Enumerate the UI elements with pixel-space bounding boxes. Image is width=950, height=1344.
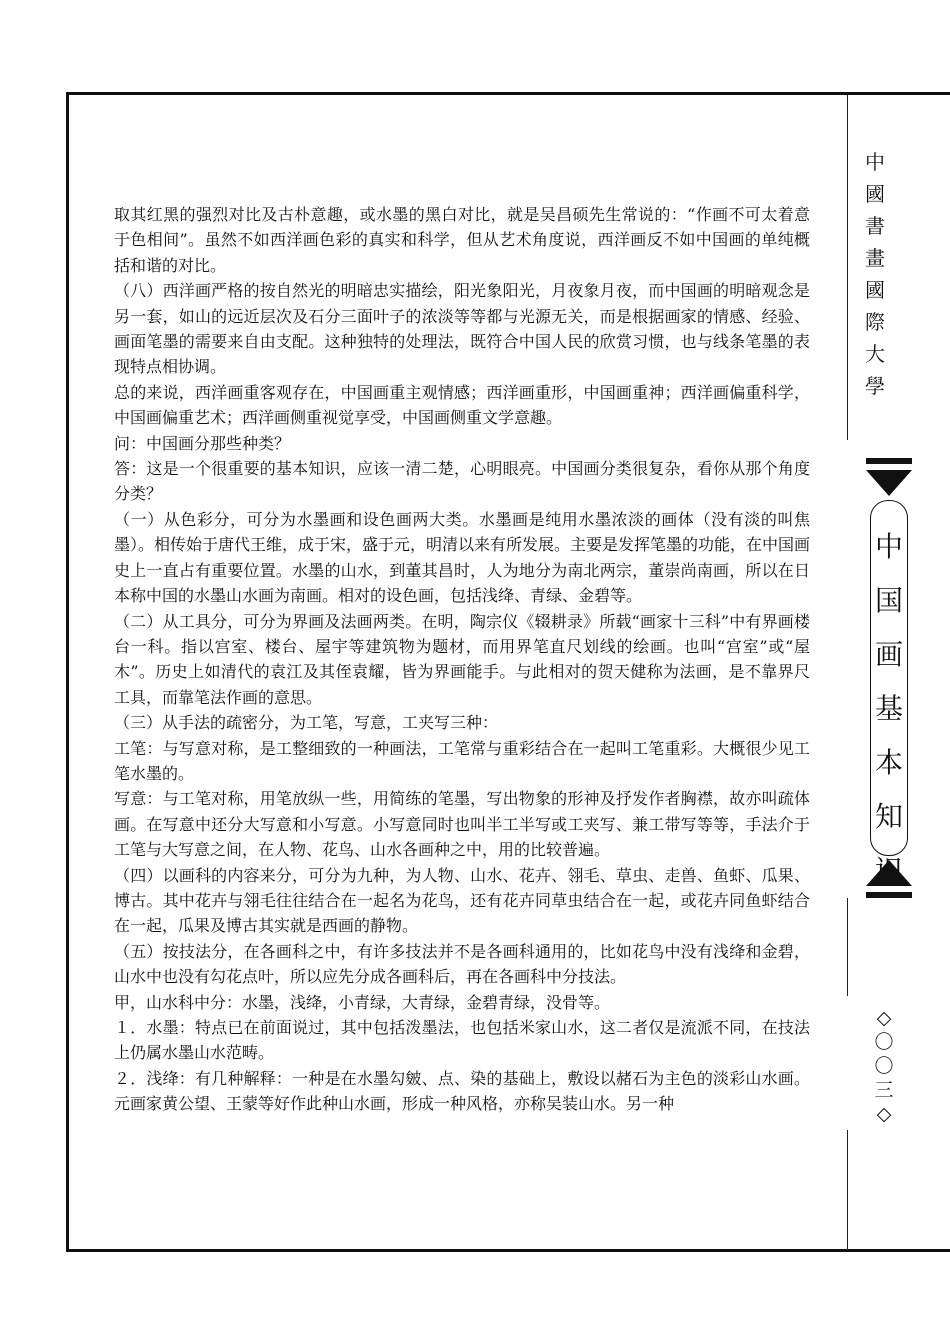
margin-rule: [847, 1130, 848, 1250]
margin-rule: [847, 898, 848, 996]
section-title-tab: [866, 458, 912, 898]
page-frame-top: [66, 92, 950, 95]
paragraph: （八）西洋画严格的按自然光的明暗忠实描绘，阳光象阳光，月夜象月夜，而中国画的明暗观念是另一套，如山的远近层次及石分三面叶子的浓淡等等都与光源无关，而是根据画家的情感、经验、画面笔墨的需要来自由支配。这种独特的处理法，既符合中国人民的欣赏习惯，也与线条笔墨的表现特点相协调。: [114, 281, 810, 377]
tab-bar-bottom: [866, 892, 912, 898]
university-name: 中 國 書 畫 國 際 大 學: [865, 150, 885, 398]
paragraph: 取其红黑的强烈对比及古朴意趣，或水墨的黑白对比，就是吴昌硕先生常说的：“作画不可太着意于色相间”。虽然不如西洋画色彩的真实和科学，但从艺术角度说，西洋画反不如中国画的单纯概括和谐的对比。: [114, 205, 810, 275]
paragraph: 总的来说，西洋画重客观存在，中国画重主观情感；西洋画重形，中国画重神；西洋画偏重科学，中国画偏重艺术；西洋画侧重视觉享受，中国画侧重文学意趣。: [114, 382, 810, 428]
section-title: 中 国 画 基 本 知 识: [874, 530, 903, 887]
tab-wedge-top: [866, 470, 912, 496]
paragraph: 答：这是一个很重要的基本知识，应该一清二楚，心明眼亮。中国画分类很复杂，看你从那个角度分类？: [114, 459, 810, 504]
paragraph: 工笔：与写意对称，是工整细致的一种画法，工笔常与重彩结合在一起叫工笔重彩。大概很少见工笔水墨的。: [114, 738, 810, 783]
margin-rule: [847, 95, 848, 440]
paragraph: 写意：与工笔对称，用笔放纵一些，用简练的笔墨，写出物象的形神及抒发作者胸襟，故亦叫疏体画。在写意中还分大写意和小写意。小写意同时也叫半工半写或工夹写、兼工带写等等，手法介于工笔与大写意之间，在人物、花鸟、山水各画种之中，用的比较普遍。: [114, 789, 810, 860]
paragraph: （三）从手法的疏密分，为工笔，写意，工夹写三种：: [114, 713, 499, 733]
body-text: [114, 202, 810, 1117]
paragraph: （二）从工具分，可分为界画及法画两类。在明，陶宗仪《辍耕录》所载“画家十三科”中有界画楼台一科。指以宫室、楼台、屋宇等建筑物为题材，而用界笔直尺划线的绘画。也叫“宫室”或“屋木”。历史上如清代的袁江及其侄袁耀，皆为界画能手。与此相对的贺天健称为法画，是不靠界尺工具，而靠笔法作画的意思。: [114, 611, 810, 707]
paragraph: （五）按技法分，在各画科之中，有许多技法并不是各画科通用的，比如花鸟中没有浅绛和金碧，山水中也没有勾花点叶，所以应先分成各画科后，再在各画科中分技法。: [114, 941, 810, 987]
paragraph: ２．浅绛：有几种解释：一种是在水墨勾皴、点、染的基础上，敷设以赭石为主色的淡彩山水画。元画家黄公望、王蒙等好作此种山水画，形成一种风格，亦称吴装山水。另一种: [114, 1068, 810, 1114]
paragraph: （一）从色彩分，可分为水墨画和设色画两大类。水墨画是纯用水墨浓淡的画体（没有淡的叫焦墨）。相传始于唐代王维，成于宋，盛于元，明清以来有所发展。主要是发挥笔墨的功能，在中国画史上一直占有重要位置。水墨的山水，到董其昌时，人为地分为南北两宗，董崇尚南画，所以在日本称中国的水墨山水画为南画。相对的设色画，包括浅绛、青绿、金碧等。: [114, 509, 811, 606]
paragraph: １．水墨：特点已在前面说过，其中包括泼墨法，也包括米家山水，这二者仅是流派不同，在技法上仍属水墨山水范畴。: [114, 1018, 810, 1063]
paragraph: 甲，山水科中分：水墨，浅绛，小青绿，大青绿，金碧青绿，没骨等。: [114, 992, 611, 1012]
page-frame-bottom: [66, 1249, 950, 1252]
page-number: ◇ 〇 〇 三 ◇: [874, 1007, 894, 1125]
paragraph: 问：中国画分那些种类？: [114, 433, 291, 453]
page-frame-left: [66, 92, 69, 1252]
tab-bar-top: [866, 458, 912, 464]
tab-wedge-bottom: [866, 860, 912, 886]
paragraph: （四）以画科的内容来分，可分为九种，为人物、山水、花卉、翎毛、草虫、走兽、鱼虾、瓜果、博古。其中花卉与翎毛往往结合在一起名为花鸟，还有花卉同草虫结合在一起，或花卉同鱼虾结合在一起，瓜果及博古其实就是西画的静物。: [114, 865, 810, 936]
